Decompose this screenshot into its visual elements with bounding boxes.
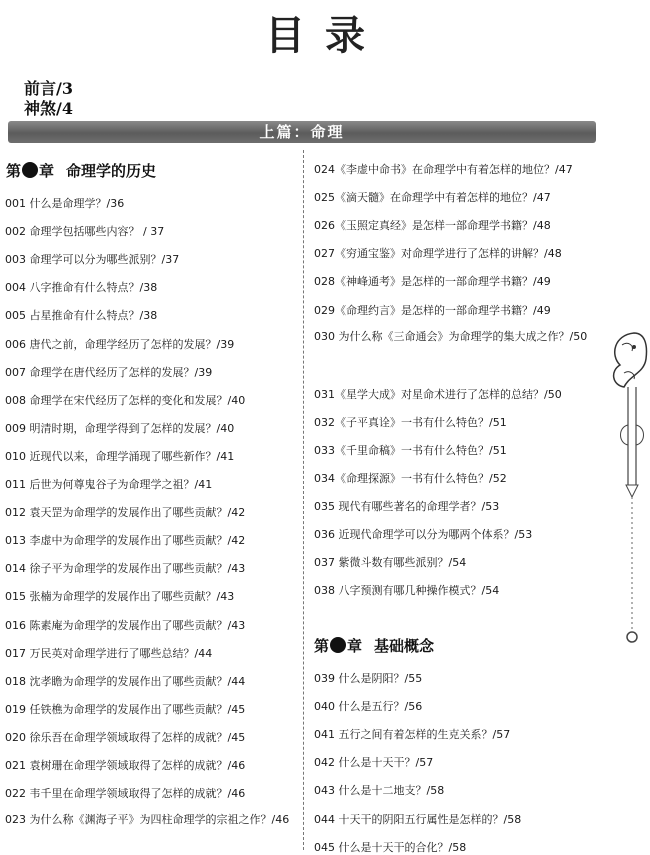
chapter-suffix: 章 — [39, 162, 55, 180]
toc-entry[interactable]: 035 现代有哪些著名的命理学者？/53 — [314, 500, 500, 514]
toc-entry[interactable]: 008 命理学在宋代经历了怎样的变化和发展？/40 — [5, 393, 246, 407]
toc-entry[interactable]: 012 袁天罡为命理学的发展作出了哪些贡献？/42 — [5, 506, 246, 520]
toc-entry[interactable]: 009 明清时期，命理学得到了怎样的发展？/40 — [5, 421, 235, 435]
toc-entry[interactable]: 019 任铁樵为命理学的发展作出了哪些贡献？/45 — [5, 702, 246, 716]
toc-entry[interactable]: 039 什么是阴阳？/55 — [314, 672, 423, 685]
toc-entry[interactable]: 013 李虚中为命理学的发展作出了哪些贡献？/42 — [5, 534, 246, 548]
toc-entry[interactable]: 016 陈素庵为命理学的发展作出了哪些贡献？/43 — [5, 618, 246, 632]
chapter-prefix: 第 — [6, 162, 22, 180]
chapter-heading-2 — [314, 635, 434, 656]
toc-entry[interactable]: 041 五行之间有着怎样的生克关系？/57 — [314, 728, 511, 742]
toc-entry[interactable]: 040 什么是五行？/56 — [314, 700, 423, 714]
toc-entry[interactable]: 038 八字预测有哪几种操作模式？/54 — [314, 584, 500, 598]
toc-entry[interactable]: 033《千里命稿》一书有什么特色？/51 — [314, 443, 507, 457]
page-title: 目录 — [265, 12, 385, 59]
toc-entry[interactable]: 004 八字推命有什么特点？/38 — [5, 281, 158, 295]
toc-entry[interactable]: 001 什么是命理学？/36 — [5, 197, 125, 210]
toc-entry[interactable]: 025《滴天髓》在命理学中有着怎样的地位？/47 — [314, 191, 551, 205]
toc-entry[interactable]: 034《命理探源》一书有什么特色？/52 — [314, 472, 507, 485]
toc-entry[interactable]: 029《命理约言》是怎样的一部命理学书籍？/49 — [314, 303, 551, 317]
chapter-number-badge — [330, 637, 346, 653]
toc-entry[interactable]: 002 命理学包括哪些内容？ / 37 — [5, 225, 165, 239]
toc-entry[interactable]: 011 后世为何尊鬼谷子为命理学之祖？/41 — [5, 478, 213, 491]
chapter-title: 命理学的历史 — [66, 162, 157, 180]
toc-entry[interactable]: 036 近现代命理学可以分为哪两个体系？/53 — [314, 528, 533, 542]
toc-entry[interactable]: 027《穷通宝鉴》对命理学进行了怎样的讲解？/48 — [314, 247, 562, 261]
chapter-suffix: 章 — [347, 637, 363, 655]
toc-entry[interactable]: 014 徐子平为命理学的发展作出了哪些贡献？/43 — [5, 562, 246, 576]
toc-entry[interactable]: 003 命理学可以分为哪些派别？/37 — [5, 253, 180, 267]
column-divider — [303, 150, 304, 850]
chapter-number-badge — [22, 162, 38, 178]
toc-entry[interactable]: 037 紫微斗数有哪些派别？/54 — [314, 556, 467, 570]
toc-entry[interactable]: 031《星学大成》对星命术进行了怎样的总结？/50 — [314, 387, 562, 401]
toc-entry[interactable]: 015 张楠为命理学的发展作出了哪些贡献？/43 — [5, 590, 235, 604]
dragon-ornament-icon — [604, 315, 650, 655]
toc-entry[interactable]: 028《神峰通考》是怎样的一部命理学书籍？/49 — [314, 275, 551, 289]
toc-entry[interactable]: 024《李虚中命书》在命理学中有着怎样的地位？/47 — [314, 163, 573, 176]
section-banner: 上篇：命理 — [8, 121, 596, 143]
toc-entry[interactable]: 045 什么是十天干的合化？/58 — [314, 840, 467, 854]
toc-entry[interactable]: 042 什么是十天干？/57 — [314, 756, 434, 770]
chapter-prefix: 第 — [314, 637, 330, 655]
toc-entry[interactable]: 006 唐代之前，命理学经历了怎样的发展？/39 — [5, 337, 235, 351]
toc-entry[interactable]: 032《子平真诠》一书有什么特色？/51 — [314, 415, 507, 429]
toc-entry[interactable]: 017 万民英对命理学进行了哪些总结？/44 — [5, 646, 213, 660]
front-matter-shensha[interactable]: 神煞/4 — [24, 99, 73, 118]
toc-entry[interactable]: 030 为什么称《三命通会》为命理学的集大成之作？/50 — [314, 329, 588, 343]
toc-entry[interactable]: 021 袁树珊在命理学领域取得了怎样的成就？/46 — [5, 759, 246, 772]
toc-entry[interactable]: 043 什么是十二地支？/58 — [314, 784, 445, 798]
toc-entry[interactable]: 023 为什么称《渊海子平》为四柱命理学的宗祖之作？/46 — [5, 813, 290, 827]
toc-entry[interactable]: 044 十天干的阴阳五行属性是怎样的？/58 — [314, 812, 522, 826]
toc-entry[interactable]: 022 韦千里在命理学领域取得了怎样的成就？/46 — [5, 787, 246, 801]
front-matter-preface[interactable]: 前言/3 — [24, 79, 73, 98]
chapter-heading-1 — [6, 160, 156, 181]
toc-entry[interactable]: 020 徐乐吾在命理学领域取得了怎样的成就？/45 — [5, 730, 246, 744]
toc-entry[interactable]: 018 沈孝瞻为命理学的发展作出了哪些贡献？/44 — [5, 674, 246, 688]
toc-entry[interactable]: 007 命理学在唐代经历了怎样的发展？/39 — [5, 365, 213, 379]
toc-entry[interactable]: 010 近现代以来，命理学涌现了哪些新作？/41 — [5, 449, 235, 463]
toc-entry[interactable]: 026《玉照定真经》是怎样一部命理学书籍？/48 — [314, 219, 551, 233]
toc-entry[interactable]: 005 占星推命有什么特点？/38 — [5, 309, 158, 323]
chapter-title: 基础概念 — [374, 637, 435, 655]
